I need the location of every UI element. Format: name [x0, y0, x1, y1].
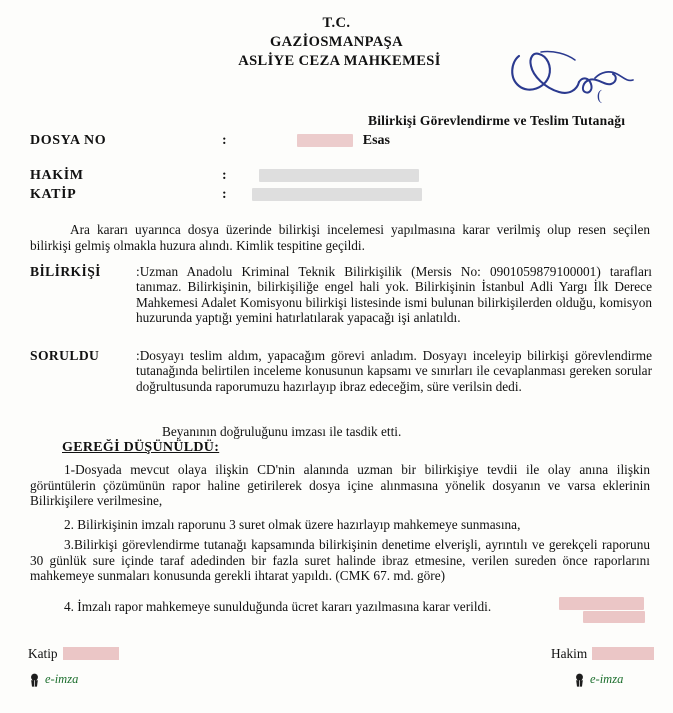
- decision-item-1: 1-Dosyada mevcut olaya ilişkin CD'nin alanında uzman bir bilirkişiye tevdii ile olay anına ilişkin görüntülerin çözümünün rapor haline getirilerek dosya içine alınmasına yönelik dosyanın ve varsa eklerinin Bilirkişilere verilmesine,: [30, 462, 650, 509]
- redaction-footer-katip: [63, 647, 119, 660]
- eimza-seal-icon: [573, 673, 586, 687]
- intro-paragraph: Ara kararı uyarınca dosya üzerinde bilirkişi incelemesi yapılmasına karar verilmiş olup resen seçilen bilirkişi gelmiş olmakla huzura alındı. Kimlik tespitine geçildi.: [30, 222, 650, 253]
- eimza-katip: [28, 672, 119, 687]
- section-label-soruldu: SORULDU: [30, 348, 100, 363]
- field-hakim-colon: :: [222, 168, 227, 183]
- header-line-tc: T.C.: [322, 15, 351, 31]
- field-hakim: [30, 168, 419, 184]
- signature-paren: (: [597, 88, 602, 104]
- document-title: Bilirkişi Görevlendirme ve Teslim Tutanağı: [368, 113, 626, 128]
- section-label-bilirkisi: BİLİRKİŞİ: [30, 264, 101, 279]
- field-dosya-no-suffix: Esas: [362, 133, 390, 148]
- field-katip-colon: :: [222, 187, 227, 202]
- handwritten-signature: [505, 48, 645, 108]
- signature-icon: [505, 48, 645, 108]
- redaction-dosya-no: [297, 134, 353, 147]
- redaction-decision-right-2: [583, 611, 645, 623]
- eimza-hakim-label: e-imza: [590, 672, 624, 686]
- section-body-bilirkisi: :Uzman Anadolu Kriminal Teknik Bilirkişilik (Mersis No: 0901059879100001) tarafları tanımaz. Bilirkişinin, bilirkişiliğe engel hali yok. Bilirkişinin İstanbul Adli Yargı İlk Derece Mahkemesi Adalet Komisyonu bilirkişi listesinde ismi bulunan bilirkişilerden olduğu, komisyon huzurunda yaptığı yemini hatırlatılarak yapacağı işi anlatıldı.: [136, 264, 652, 326]
- eimza-hakim: [573, 672, 654, 687]
- tasdik-line: Beyanının doğruluğunu imzası ile tasdik etti.: [162, 424, 402, 439]
- decision-item-3: 3.Bilirkişi görevlendirme tutanağı kapsamında bilirkişinin denetime elverişli, ayrıntılı ve gerekçeli raporunu 30 günlük sure içinde taraf adedinden bir fazla suret halinde ibraz etmesine, verilen sureden önce raporlarını mahkemeye sunmaları konusunda gerekli ihtarat yapıldı. (CMK 67. md. göre): [30, 537, 650, 584]
- field-dosya-no-colon: :: [222, 133, 227, 148]
- eimza-katip-label: e-imza: [45, 672, 79, 686]
- field-dosya-no-label: DOSYA NO: [30, 133, 107, 148]
- section-body-soruldu: :Dosyayı teslim aldım, yapacağım görevi anladım. Dosyayı inceleyip bilirkişi görevlendirme tutanağında belirtilen inceleme konusunun kapsamı ve sınırları ile cevaplanması gereken sorular doğrultusunda raporumuzu hazırlayıp ibraz edeceğim, süre verilsin dedi.: [136, 348, 652, 394]
- footer-katip-row: [28, 646, 119, 662]
- redaction-katip: [252, 188, 422, 201]
- decision-item-4: 4. İmzalı rapor mahkemeye sunulduğunda ücret kararı yazılmasına karar verildi.: [64, 599, 492, 614]
- footer-katip-label: Katip: [28, 646, 58, 661]
- field-dosya-no: [30, 133, 390, 149]
- field-katip-label: KATİP: [30, 187, 77, 202]
- footer-hakim-row: [551, 646, 654, 662]
- footer-signature-katip: [28, 646, 119, 687]
- decision-heading: GEREĞİ DÜŞÜNÜLDÜ:: [62, 440, 220, 455]
- header-line-city: GAZİOSMANPAŞA: [269, 34, 404, 50]
- decision-item-2: 2. Bilirkişinin imzalı raporunu 3 suret olmak üzere hazırlayıp mahkemeye sunmasına,: [64, 517, 521, 532]
- eimza-seal-icon: [28, 673, 41, 687]
- redaction-decision-right-1: [559, 597, 644, 610]
- footer-hakim-label: Hakim: [551, 646, 588, 661]
- redaction-footer-hakim: [592, 647, 654, 660]
- field-katip: [30, 187, 422, 203]
- header-line-court: ASLİYE CEZA MAHKEMESİ: [238, 53, 441, 69]
- field-hakim-label: HAKİM: [30, 168, 84, 183]
- footer-signature-hakim: [551, 646, 654, 687]
- redaction-hakim: [259, 169, 419, 182]
